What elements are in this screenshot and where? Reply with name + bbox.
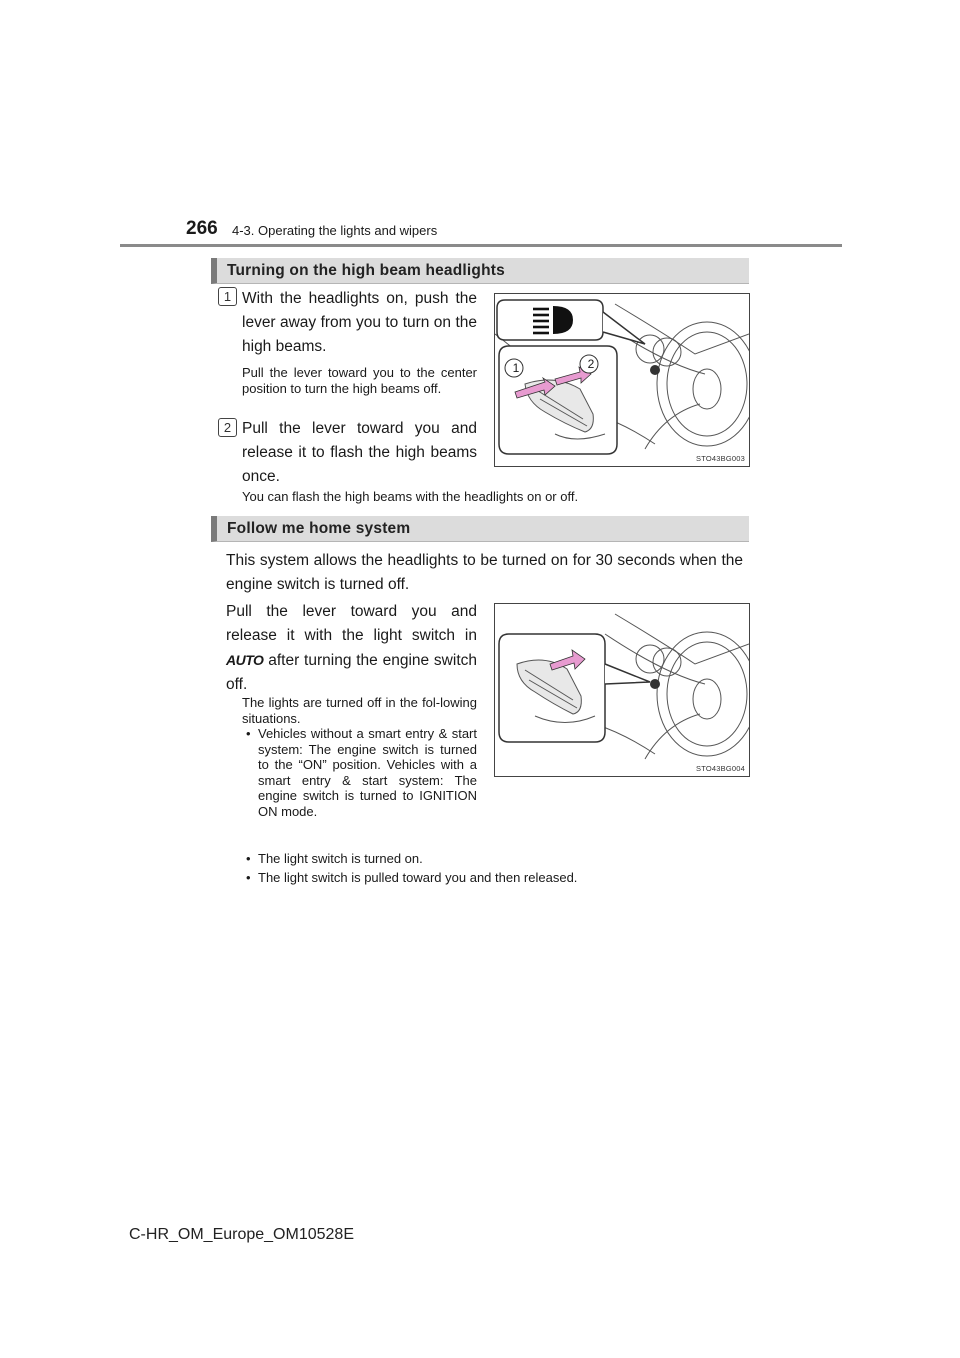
callout-1-label: 1 [512,361,520,375]
section-heading-follow-me-home [211,516,749,542]
section-heading-high-beam [211,258,749,284]
lever-tip-icon [650,365,660,375]
step-2-text: Pull the lever toward you and release it to flash the high beams once. [242,420,477,485]
step-badge-2: 2 [218,418,237,437]
callout-2-label: 2 [587,357,595,371]
step-badge-1: 1 [218,287,237,306]
bullet-item: • The light switch is turned on. [246,851,423,866]
step-2-note: You can flash the high beams with the headlights on or off. [242,489,579,504]
step-1-note: Pull the lever toward you to the center position to turn the high beams off. [242,365,477,396]
page-number: 266 [186,218,218,239]
chapter-title: 4-3. Operating the lights and wipers [232,223,438,238]
document-id: C-HR_OM_Europe_OM10528E [129,1226,354,1243]
section-heading-text: Follow me home system [227,520,411,537]
high-beam-lever-figure [494,293,750,467]
step-1-text: With the headlights on, push the lever away from you to turn on the high beams. [242,290,477,355]
figure-code: STO43BG004 [696,764,745,773]
follow-me-home-intro: This system allows the headlights to be turned on for 30 seconds when the engine switch is turned off. [226,552,743,593]
auto-switch-symbol: AUTO [226,652,264,668]
figure-code: STO43BG003 [696,454,745,463]
bullet-item: • The light switch is pulled toward you and then released. [246,870,578,885]
section-heading-text: Turning on the high beam headlights [227,262,505,279]
bullet-item: • Vehicles without a smart entry & start system: The engine switch is turned to the “ON” position. Vehicles with a smart entry & start system: The engine switch is turned to IGNITION ON mode. [246,726,477,819]
follow-me-home-note: The lights are turned off in the fol-lowing situations. [242,695,477,726]
header-divider [120,244,842,247]
instruction-part-1: Pull the lever toward you and release it with the light switch in [226,603,477,644]
instruction-part-2: after turning the engine switch off. [226,652,477,693]
dashboard-illustration [495,294,749,466]
lever-tip-icon [650,679,660,689]
follow-me-home-lever-figure [494,603,750,777]
dashboard-illustration [495,604,749,776]
follow-me-home-instruction [226,600,477,697]
